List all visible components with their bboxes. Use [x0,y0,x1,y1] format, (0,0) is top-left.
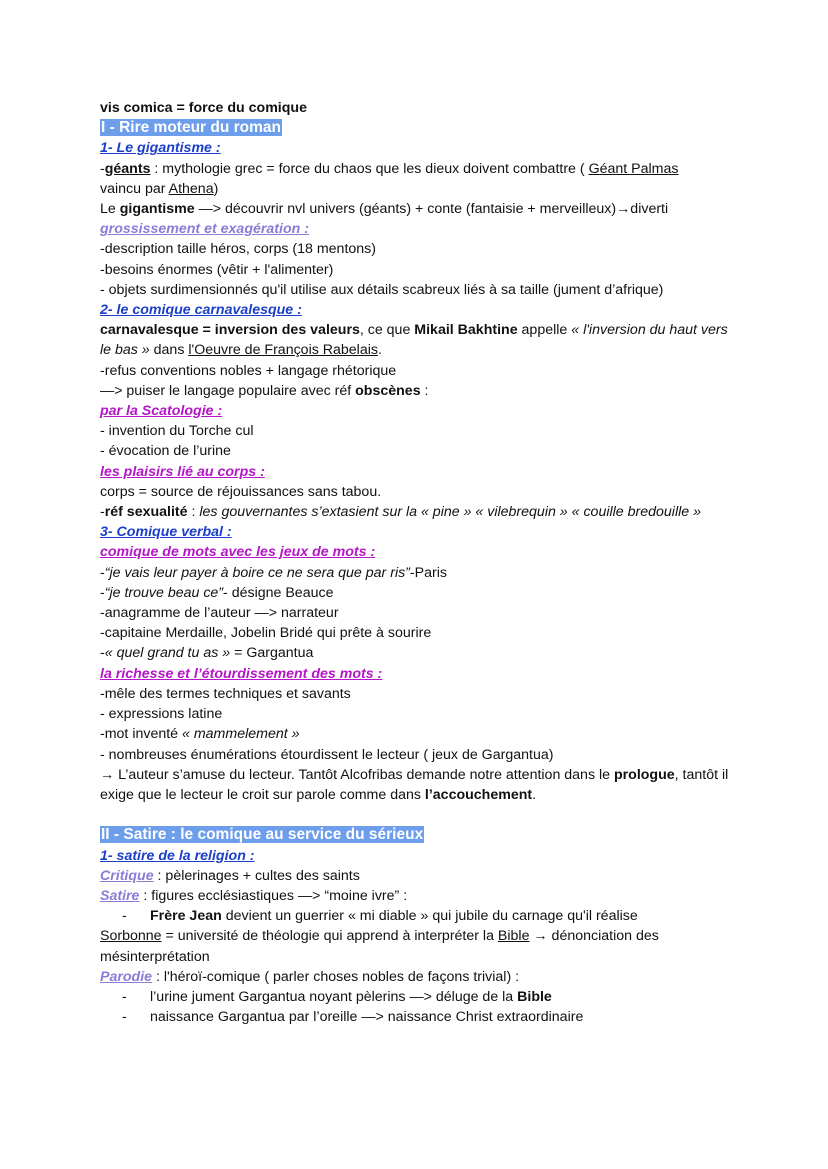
text-line: -anagramme de l’auteur —> narrateur [100,605,339,622]
subheading-richesse: la richesse et l’étourdissement des mots : [100,665,383,682]
subheading-scatologie: par la Scatologie : [100,403,223,420]
text-line: -« quel grand tu as » = Gargantua [100,645,314,662]
text-line: -capitaine Merdaille, Jobelin Bridé qui prête à sourire [100,625,432,642]
text-line: -description taille héros, corps (18 mentons) [100,241,376,258]
text-line: Critique : pèlerinages + cultes des saints [100,867,360,884]
paragraph-sexualite: -réf sexualité : les gouvernantes s’extasient sur la « pine » « vilebrequin » « couille bredouille » [100,504,701,521]
section-title: II - Satire : le comique au service du sérieux [101,826,424,844]
section-1-heading [100,118,740,138]
text-line: vaincu par Athena) [100,180,219,197]
spacer [100,805,740,825]
document-body [100,98,740,1027]
text-line: corps = source de réjouissances sans tabou. [100,483,382,500]
text-line: - expressions latine [100,706,223,723]
text-line: - objets surdimensionnés qu'il utilise aux détails scabreux liés à sa taille (jument d’afrique) [100,281,664,298]
paragraph-alcofribas: → L’auteur s’amuse du lecteur. Tantôt Alcofribas demande notre attention dans le prologue, tantôt il exige que le lecteur le croit sur parole comme dans l’accouchement. [100,766,729,803]
text-line: -besoins énormes (vêtir + l'alimenter) [100,261,334,278]
text-line: -mot inventé « mammelement » [100,726,300,743]
bullet-item: - naissance Gargantua par l’oreille —> naissance Christ extraordinaire [122,1009,584,1026]
text-line: —> puiser le langage populaire avec réf obscènes : [100,382,429,399]
text-line: - évocation de l’urine [100,443,231,460]
section-title: I - Rire moteur du roman [101,119,281,137]
subheading-satire-religion: 1- satire de la religion : [100,847,255,864]
text-line: Le gigantisme —> découvrir nvl univers (géants) + conte (fantaisie + merveilleux)→diverti [100,201,669,218]
text-line: - nombreuses énumérations étourdissent le lecteur ( jeux de Gargantua) [100,746,554,763]
bullet-item: - Frère Jean devient un guerrier « mi diable » qui jubile du carnage qu'il réalise [122,908,638,925]
paragraph-bakhtine: carnavalesque = inversion des valeurs, ce que Mikail Bakhtine appelle « l'inversion du haut vers le bas » dans l'Oeuvre de François Rabelais. [100,322,728,359]
subheading-carnavalesque: 2- le comique carnavalesque : [100,302,302,319]
intro-line: vis comica = force du comique [100,100,307,116]
subheading-grossissement: grossissement et exagération : [100,221,309,238]
section-2-heading [100,825,740,845]
text-line: Satire : figures ecclésiastiques —> “moine ivre” : [100,887,408,904]
text-line: - invention du Torche cul [100,423,254,440]
subheading-jeux-de-mots: comique de mots avec les jeux de mots : [100,544,376,561]
paragraph-sorbonne: Sorbonne = université de théologie qui apprend à interpréter la Bible → dénonciation des mésinterprétation [100,928,659,965]
subheading-plaisirs: les plaisirs lié au corps : [100,463,265,480]
subheading-gigantisme: 1- Le gigantisme : [100,140,221,157]
text-line: -géants : mythologie grec = force du chaos que les dieux doivent combattre ( Géant Palmas [100,160,679,177]
text-line: Parodie : l'héroï-comique ( parler choses nobles de façons trivial) : [100,968,520,985]
text-line: -“je vais leur payer à boire ce ne sera que par ris”-Paris [100,564,447,581]
text-line: -mêle des termes techniques et savants [100,685,351,702]
subheading-comique-verbal: 3- Comique verbal : [100,524,232,541]
text-line: -refus conventions nobles + langage rhétorique [100,362,397,379]
text-line: -“je trouve beau ce”- désigne Beauce [100,584,334,601]
bullet-item: - l’urine jument Gargantua noyant pèlerins —> déluge de la Bible [122,988,552,1005]
